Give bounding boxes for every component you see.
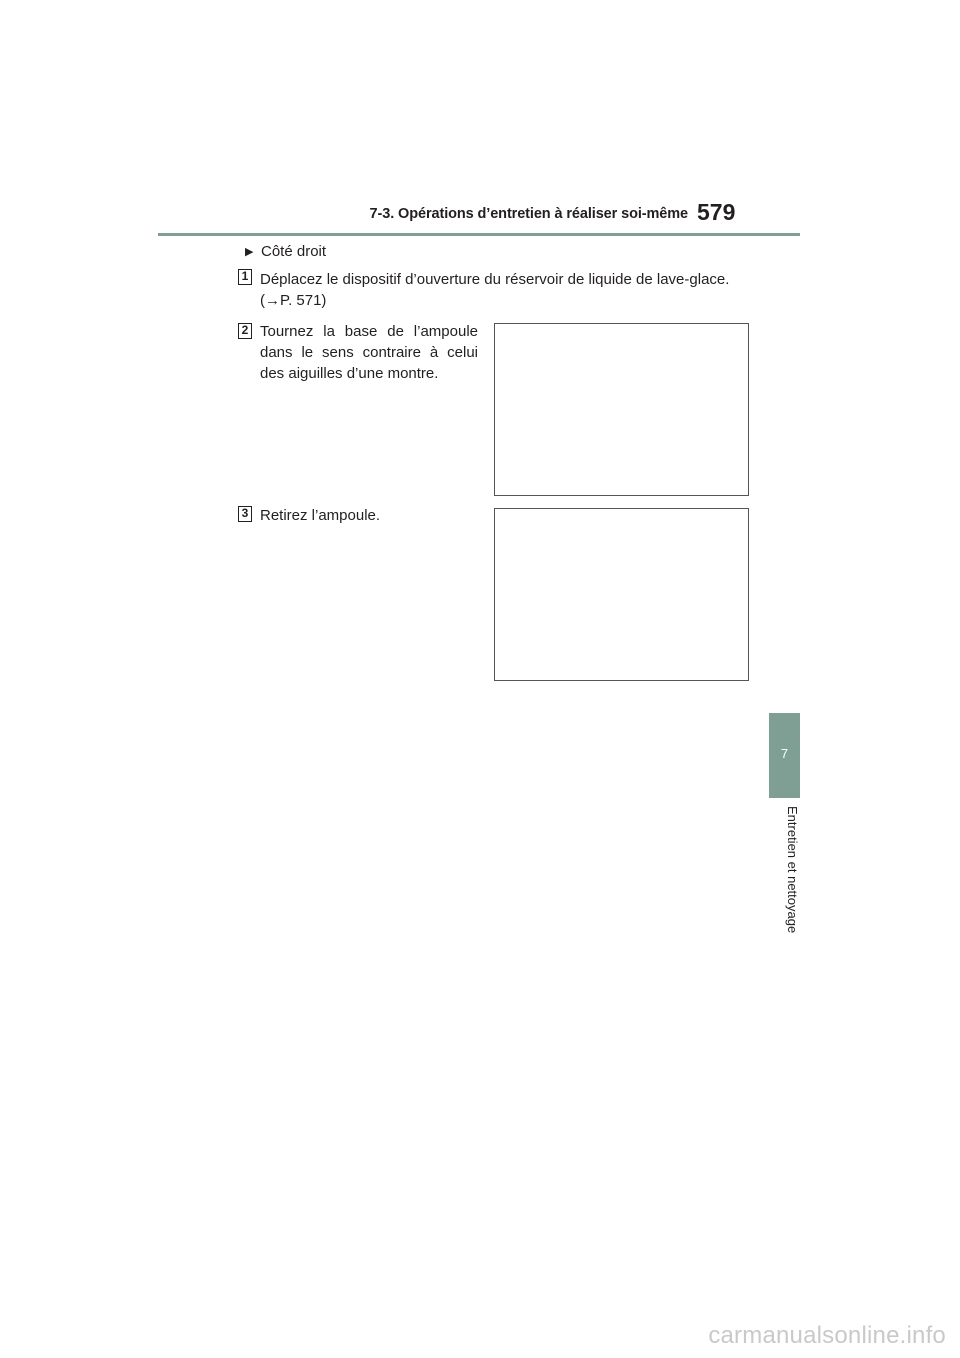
page-number: 579 — [697, 199, 736, 225]
step-number-3: 3 — [238, 506, 252, 522]
watermark: carmanualsonline.info — [708, 1322, 946, 1349]
step-text-1-line2: (→P. 571) — [260, 292, 327, 309]
step-text-3: Retirez l’ampoule. — [260, 507, 381, 524]
figure-step-2 — [494, 323, 749, 496]
bullet-item — [245, 243, 326, 260]
section-title: 7-3. Opérations d’entretien à réaliser soi-même — [369, 206, 688, 222]
figure-step-3 — [494, 508, 749, 681]
step-text-2: Tournez la base de l’ampoule dans le sens contraire à celui des aiguilles d’une montre. — [260, 323, 478, 382]
header-divider — [158, 233, 800, 236]
chapter-tab-label: Entretien et nettoyage — [785, 806, 800, 934]
bullet-text: Côté droit — [261, 243, 327, 260]
step-number-2: 2 — [238, 323, 252, 339]
step-number-1: 1 — [238, 269, 252, 285]
chapter-tab-number: 7 — [780, 746, 789, 761]
step-text-1-line1: Déplacez le dispositif d’ouverture du réservoir de liquide de lave-glace. — [260, 271, 730, 288]
triangle-bullet-icon: ▶ — [245, 246, 254, 258]
step-text-1 — [260, 269, 746, 311]
